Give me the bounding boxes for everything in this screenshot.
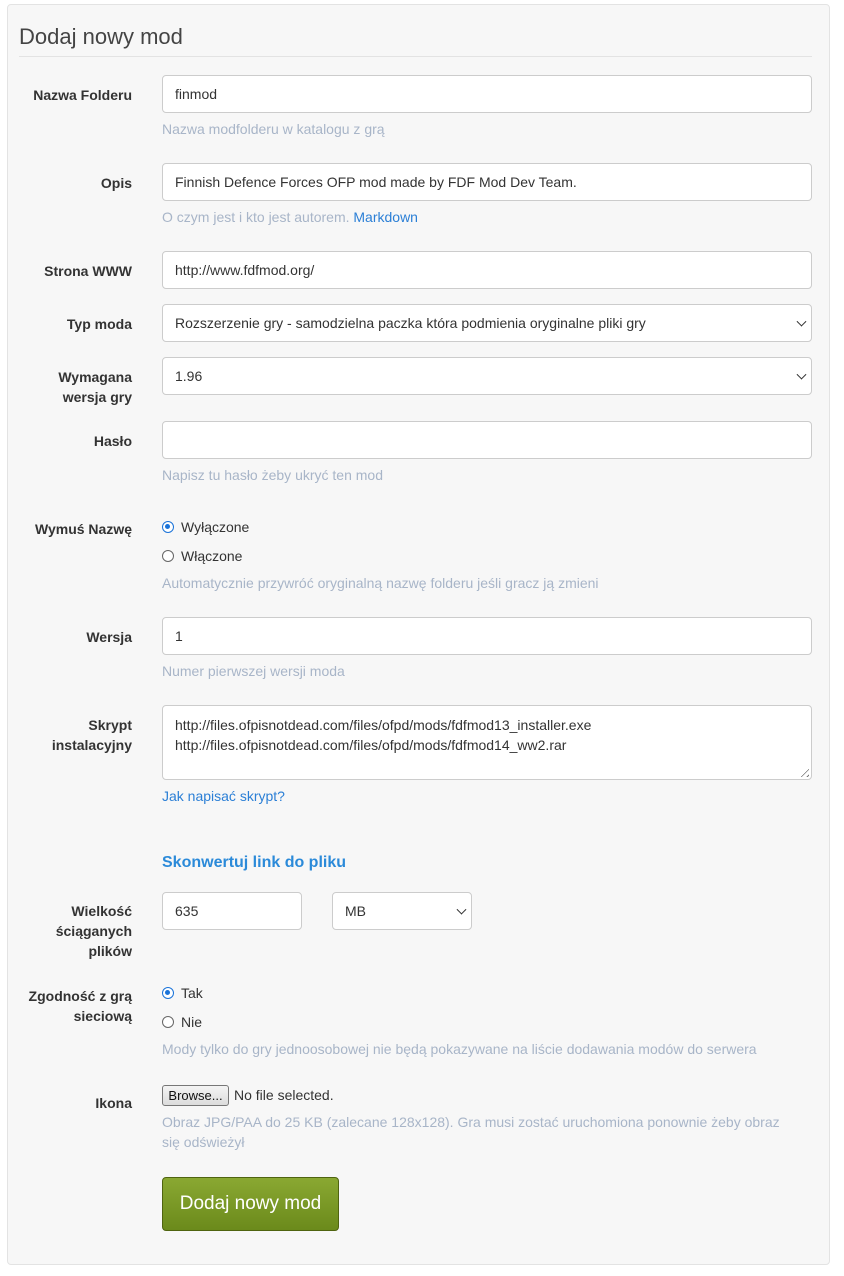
script-label: [10, 715, 132, 755]
icon-label: Ikona: [95, 1095, 132, 1111]
chevron-down-icon: [457, 905, 467, 915]
multiplayer-option-yes-label: Tak: [181, 985, 203, 1001]
radio-unchecked-icon[interactable]: [162, 1016, 174, 1028]
multiplayer-option-no[interactable]: [162, 1014, 202, 1030]
description-help-text: O czym jest i kto jest autorem.: [162, 209, 350, 225]
password-input[interactable]: [162, 421, 812, 459]
radio-checked-icon[interactable]: [162, 521, 174, 533]
type-label: Typ moda: [66, 316, 132, 332]
force-name-help: Automatycznie przywróć oryginalną nazwę folderu jeśli gracz ją zmieni: [162, 575, 599, 591]
password-label: Hasło: [93, 433, 132, 449]
multiplayer-label: [10, 986, 132, 1026]
multiplayer-help: Mody tylko do gry jednoosobowej nie będą pokazywane na liście dodawania modów do serwera: [162, 1041, 757, 1057]
multiplayer-label-line2: sieciową: [73, 1008, 132, 1024]
icon-help: [162, 1112, 802, 1152]
folder-label: Nazwa Folderu: [33, 87, 132, 103]
type-select[interactable]: [162, 304, 812, 342]
version-input[interactable]: 1: [162, 617, 812, 655]
markdown-link[interactable]: Markdown: [353, 209, 418, 225]
type-select-value: Rozszerzenie gry - samodzielna paczka która podmienia oryginalne pliki gry: [175, 315, 646, 331]
force-name-option-off-label: Wyłączone: [181, 519, 250, 535]
icon-help-line1: Obraz JPG/PAA do 25 KB (zalecane 128x128). Gra musi zostać uruchomiona ponownie żeby obraz: [162, 1114, 780, 1130]
size-input[interactable]: 635: [162, 892, 302, 930]
size-label-line2: ściąganych: [55, 923, 132, 939]
game-version-select-value: 1.96: [175, 368, 203, 384]
description-help: [162, 207, 418, 227]
script-line-2: http://files.ofpisnotdead.com/files/ofpd/mods/fdfmod14_ww2.rar: [175, 737, 567, 753]
submit-button[interactable]: Dodaj nowy mod: [162, 1177, 339, 1231]
browse-button[interactable]: Browse...: [162, 1085, 229, 1106]
script-help-link[interactable]: Jak napisać skrypt?: [162, 788, 285, 804]
game-version-select[interactable]: [162, 357, 812, 395]
website-label: Strona WWW: [44, 263, 132, 279]
script-textarea[interactable]: [162, 705, 812, 780]
version-help: Numer pierwszej wersji moda: [162, 663, 345, 679]
script-label-line1: Skrypt: [88, 717, 132, 733]
force-name-option-on[interactable]: [162, 548, 242, 564]
game-version-label: [10, 367, 132, 407]
script-line-1: http://files.ofpisnotdead.com/files/ofpd/mods/fdfmod13_installer.exe: [175, 717, 592, 733]
force-name-label: Wymuś Nazwę: [35, 521, 132, 537]
multiplayer-label-line1: Zgodność z grą: [28, 988, 132, 1004]
game-version-label-line1: Wymagana: [58, 369, 132, 385]
multiplayer-option-yes[interactable]: [162, 985, 203, 1001]
force-name-option-off[interactable]: [162, 519, 249, 535]
resize-handle-icon[interactable]: [797, 765, 809, 777]
convert-link-heading[interactable]: Skonwertuj link do pliku: [162, 854, 347, 871]
folder-input[interactable]: finmod: [162, 75, 812, 113]
version-label: Wersja: [86, 629, 132, 645]
chevron-down-icon: [797, 317, 807, 327]
form-title: Dodaj nowy mod: [19, 24, 812, 57]
game-version-label-line2: wersja gry: [62, 389, 132, 405]
radio-checked-icon[interactable]: [162, 987, 174, 999]
chevron-down-icon: [797, 370, 807, 380]
size-unit-value: MB: [345, 903, 366, 919]
description-input[interactable]: Finnish Defence Forces OFP mod made by FDF Mod Dev Team.: [162, 163, 812, 201]
multiplayer-option-no-label: Nie: [181, 1014, 203, 1030]
radio-unchecked-icon[interactable]: [162, 550, 174, 562]
size-label: [10, 901, 132, 961]
icon-help-line2: się odświeżył: [162, 1134, 245, 1150]
folder-help: Nazwa modfolderu w katalogu z grą: [162, 121, 385, 137]
size-label-line3: plików: [88, 943, 132, 959]
script-label-line2: instalacyjny: [51, 737, 132, 753]
website-input[interactable]: http://www.fdfmod.org/: [162, 251, 812, 289]
size-label-line1: Wielkość: [71, 903, 132, 919]
description-label: Opis: [100, 175, 132, 191]
file-status: No file selected.: [234, 1087, 334, 1103]
force-name-option-on-label: Włączone: [181, 548, 243, 564]
size-unit-select[interactable]: [332, 892, 472, 930]
password-help: Napisz tu hasło żeby ukryć ten mod: [162, 467, 383, 483]
